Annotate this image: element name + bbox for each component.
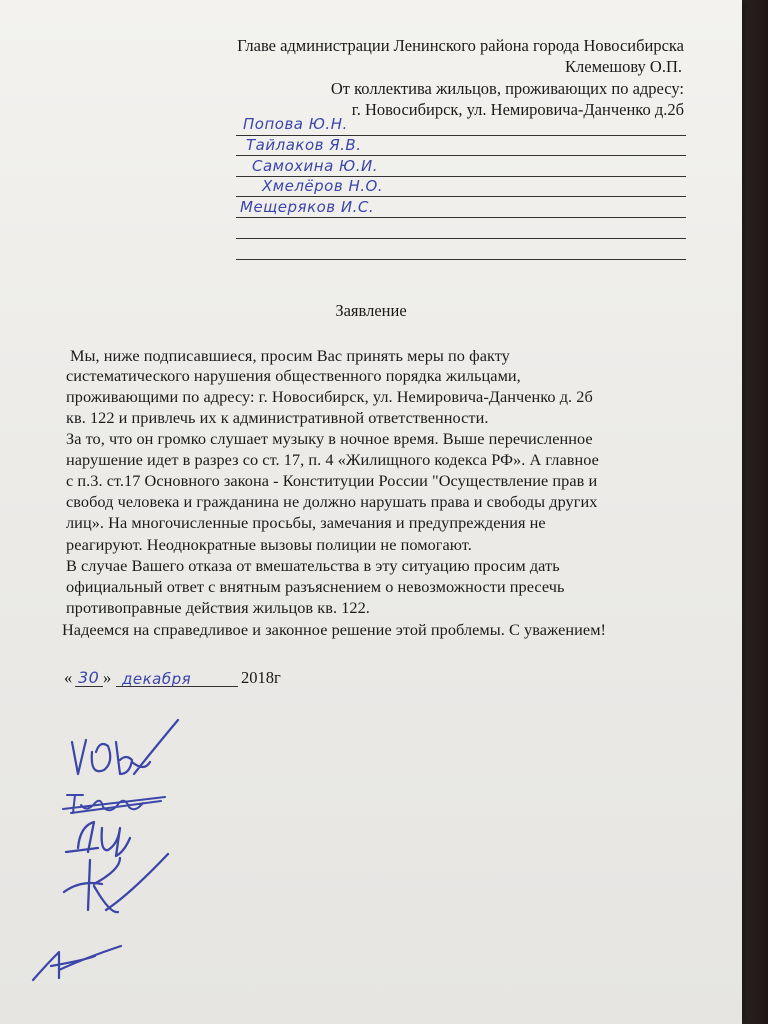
body-line: Мы, ниже подписавшиеся, просим Вас принять меры по факту <box>70 346 510 365</box>
resident-rule-6 <box>236 238 686 239</box>
resident-rule-2 <box>236 155 686 156</box>
resident-name-1: Попова Ю.Н. <box>243 115 348 133</box>
header-line-3: От коллектива жильцов, проживающих по адресу: <box>330 79 684 98</box>
resident-rule-5 <box>236 217 686 218</box>
body-line: лиц». На многочисленные просьбы, замечания и предупреждения не <box>66 513 546 532</box>
signature-4 <box>50 850 180 930</box>
date-year: 2018г <box>241 668 281 687</box>
date-open-quote: « <box>64 668 73 687</box>
header-line-4: г. Новосибирск, ул. Немировича-Данченко д.2б <box>351 100 684 119</box>
resident-name-2: Тайлаков Я.В. <box>246 136 362 154</box>
header-line-1: Главе администрации Ленинского района города Новосибирска <box>237 36 684 55</box>
header-line-2: Клемешову О.П. <box>565 57 682 76</box>
document-title: Заявление <box>335 301 407 320</box>
body-line: проживающими по адресу: г. Новосибирск, ул. Немировича-Данченко д. 2б <box>66 387 593 406</box>
body-line: противоправные действия жильцов кв. 122. <box>66 598 370 617</box>
signature-5 <box>25 930 155 990</box>
resident-name-5: Мещеряков И.С. <box>240 198 375 216</box>
body-line: кв. 122 и привлечь их к административной ответственности. <box>66 408 489 427</box>
resident-rule-4 <box>236 196 686 197</box>
date-month: декабря <box>122 670 192 688</box>
body-line: официальный ответ с внятным разъяснением о невозможности пресечь <box>66 577 565 596</box>
body-line: систематического нарушения общественного порядка жильцами, <box>66 366 521 385</box>
resident-rule-7 <box>236 259 686 260</box>
body-line: Надеемся на справедливое и законное решение этой проблемы. С уважением! <box>62 620 607 639</box>
body-line: В случае Вашего отказа от вмешательства в эту ситуацию просим дать <box>66 556 560 575</box>
body-line: нарушение идет в разрез со ст. 17, п. 4 «Жилищного кодекса РФ». А главное <box>66 450 599 469</box>
resident-name-3: Самохина Ю.И. <box>252 157 379 175</box>
body-line: За то, что он громко слушает музыку в ночное время. Выше перечисленное <box>66 429 593 448</box>
body-line: с п.3. ст.17 Основного закона - Конституции России "Осуществление прав и <box>66 471 598 490</box>
signature-1 <box>60 712 200 792</box>
date-close-quote: » <box>103 668 112 687</box>
resident-name-4: Хмелёров Н.О. <box>262 177 384 195</box>
date-day: 30 <box>78 668 100 687</box>
body-line: свобод человека и гражданина не должно нарушать права и свободы других <box>66 492 598 511</box>
body-line: реагируют. Неоднократные вызовы полиции не помогают. <box>66 535 472 554</box>
